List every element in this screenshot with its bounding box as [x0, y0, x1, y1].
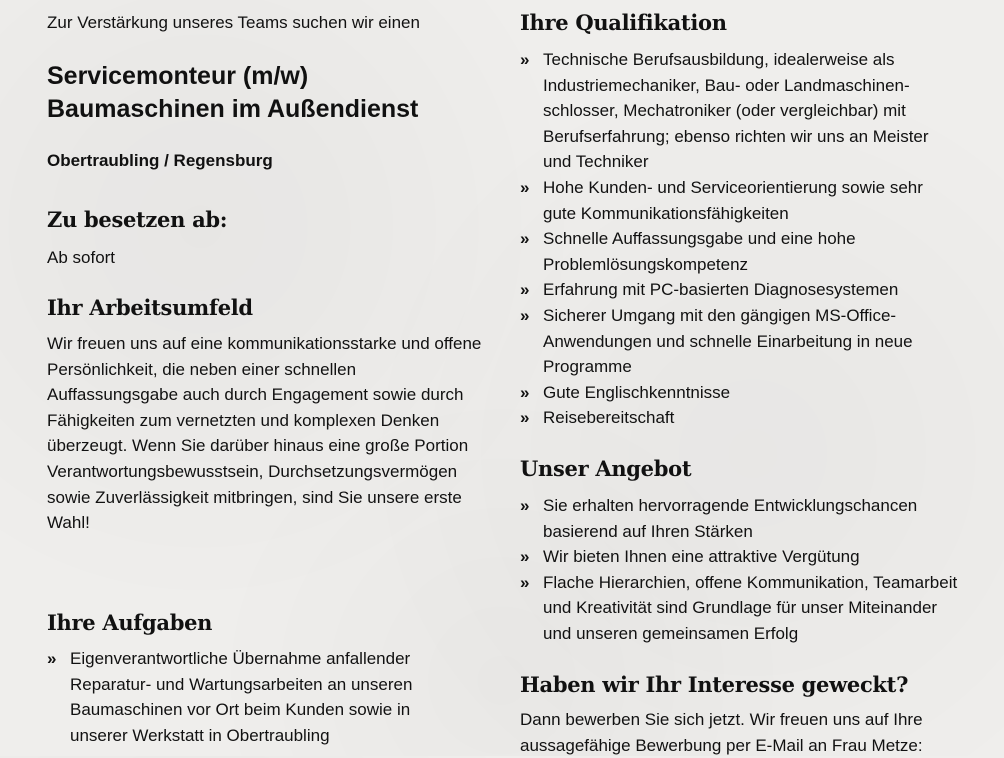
offer-list	[520, 493, 960, 647]
bullet-icon: »	[520, 50, 530, 69]
list-item	[520, 226, 960, 277]
qualification-text: Schnelle Auffassungsgabe und eine hohe Problemlösungskompetenz	[543, 229, 856, 274]
work-environment-heading: Ihr Arbeitsumfeld	[47, 295, 253, 320]
qualification-text: Hohe Kunden- und Serviceorientierung sowie sehr gute Kommunikationsfähigkeiten	[543, 177, 923, 223]
bullet-icon: »	[520, 229, 530, 249]
offer-text: Sie erhalten hervorragende Entwicklungschancen basierend auf Ihren Stärken	[543, 496, 918, 541]
job-title-line-2: Baumaschinen im Außendienst	[47, 95, 419, 123]
bullet-icon: »	[520, 280, 530, 300]
job-location: Obertraubling / Regensburg	[47, 151, 273, 170]
list-item	[47, 646, 467, 748]
offer-text: Wir bieten Ihnen eine attraktive Vergütung	[543, 547, 860, 567]
offer-heading: Unser Angebot	[520, 456, 692, 481]
list-item	[520, 175, 960, 226]
qualification-text: Reisebereitschaft	[543, 408, 675, 428]
list-item	[520, 544, 960, 570]
tasks-list	[47, 646, 467, 748]
qualification-text: Technische Berufsausbildung, idealerweise als Industriemechaniker, Bau- oder Landmaschinen-schlosser, Mechatroniker (oder vergleichbar) mit Berufserfahrung; ebenso richten wir uns an Meister und Techniker	[543, 50, 929, 172]
bullet-icon: »	[520, 305, 530, 325]
task-text: Eigenverantwortliche Übernahme anfallender Reparatur- und Wartungsarbeiten an unseren Baumaschinen vor Ort beim Kunden sowie in unserer Werkstatt in Obertraubling	[70, 649, 413, 745]
start-date-heading: Zu besetzen ab:	[47, 207, 228, 232]
offer-text: Flache Hierarchien, offene Kommunikation, Teamarbeit und Kreativität sind Grundlage für unser Miteinander und unseren gemeinsamen Erfolg	[543, 572, 958, 643]
bullet-icon: »	[520, 382, 530, 402]
list-item	[520, 380, 960, 406]
list-item	[520, 493, 960, 544]
interest-text: Dann bewerben Sie sich jetzt. Wir freuen uns auf Ihre aussagefähige Bewerbung per E-Mail an Frau Metze:	[520, 710, 923, 755]
interest-heading: Haben wir Ihr Interesse geweckt?	[520, 672, 909, 697]
qualification-heading: Ihre Qualifikation	[520, 10, 727, 35]
intro-text: Zur Verstärkung unseres Teams suchen wir einen	[47, 13, 420, 32]
bullet-icon: »	[520, 177, 530, 197]
job-title	[47, 60, 418, 126]
bullet-icon: »	[520, 408, 530, 428]
start-date-value: Ab sofort	[47, 248, 116, 267]
qualification-text: Gute Englischkenntnisse	[543, 382, 731, 402]
qualification-text: Sicherer Umgang mit den gängigen MS-Office-Anwendungen und schnelle Einarbeitung in neue Programme	[543, 305, 913, 377]
bullet-icon: »	[520, 496, 530, 515]
list-item	[520, 303, 960, 380]
tasks-heading: Ihre Aufgaben	[47, 610, 213, 635]
list-item	[520, 47, 960, 175]
bullet-icon: »	[520, 572, 530, 592]
bullet-icon: »	[520, 547, 530, 567]
qualification-list	[520, 47, 960, 431]
job-title-line-1: Servicemonteur (m/w)	[47, 62, 309, 90]
qualification-text: Erfahrung mit PC-basierten Diagnosesystemen	[543, 280, 899, 300]
list-item	[520, 277, 960, 303]
bullet-icon: »	[47, 649, 57, 668]
list-item	[520, 405, 960, 431]
work-environment-text: Wir freuen uns auf eine kommunikationsstarke und offene Persönlichkeit, die neben einer schnellen Auffassungsgabe auch durch Engagement sowie durch Fähigkeiten zum vernetzten und komplexen Denken überzeugt. Wenn Sie darüber hinaus eine große Portion Verantwortungsbewusstsein, Durchsetzungsvermögen sowie Zuverlässigkeit mitbringen, sind Sie unsere erste Wahl!	[47, 334, 482, 533]
list-item	[520, 570, 960, 647]
